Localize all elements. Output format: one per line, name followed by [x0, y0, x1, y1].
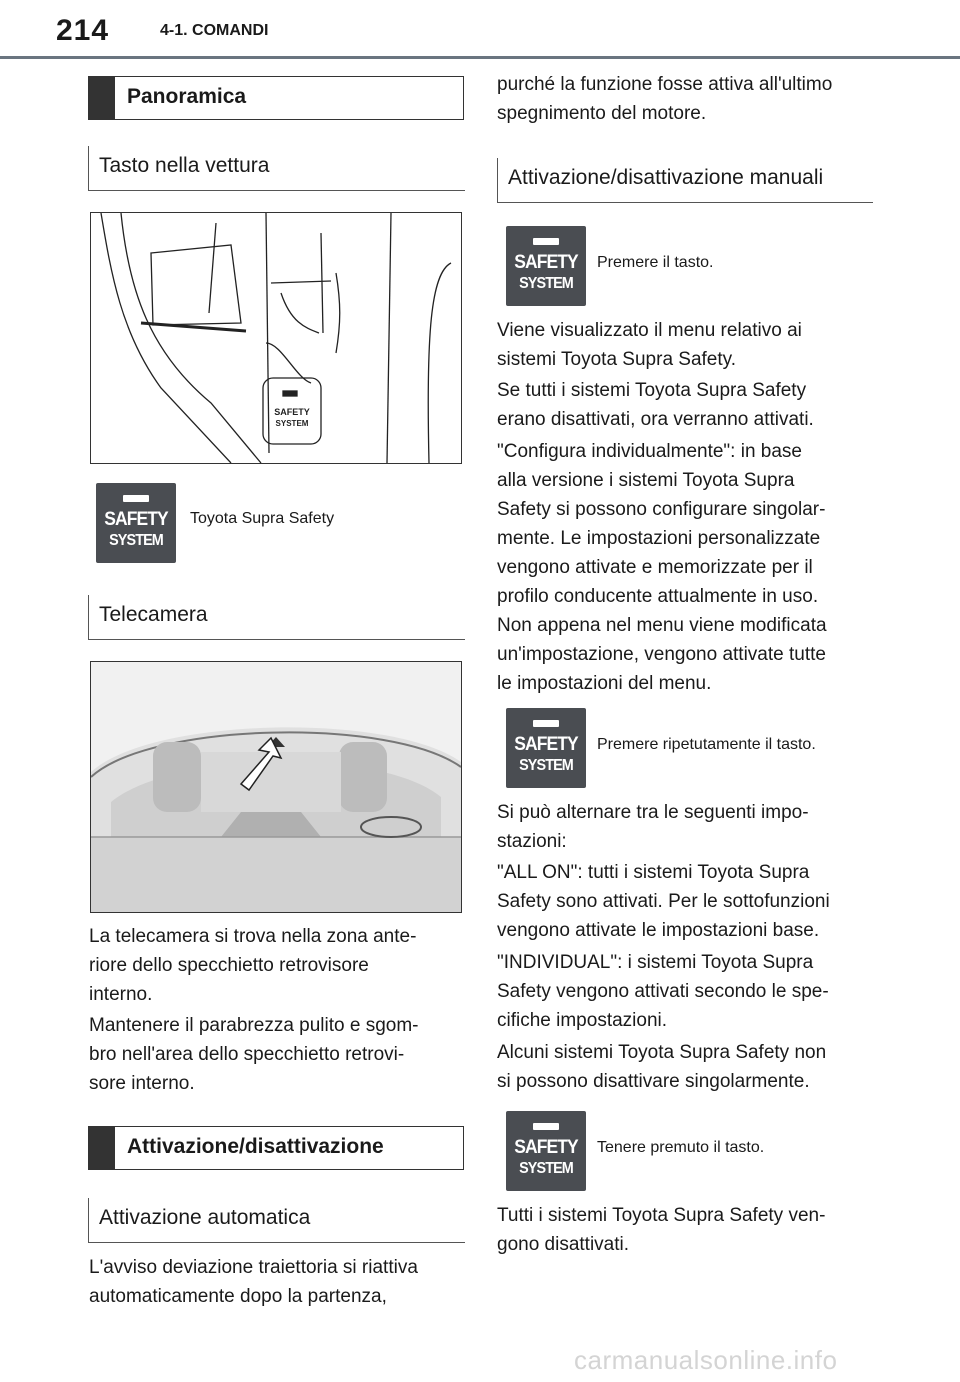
step-press-repeatedly: Premere ripetutamente il tasto. [597, 736, 816, 753]
right-paragraph-8: Tutti i sistemi Toyota Supra Safety ven- gono disattivati. [497, 1205, 826, 1255]
subheading-text: Tasto nella vettura [99, 154, 270, 177]
figure-console-button [90, 212, 462, 464]
auto-paragraph: L'avviso deviazione traiettoria si riattiva automaticamente dopo la partenza, [89, 1257, 418, 1307]
subheading-manuali [497, 158, 873, 203]
right-paragraph-2: Se tutti i sistemi Toyota Supra Safety erano disattivati, ora verranno attivati. [497, 380, 814, 430]
header-divider [0, 56, 960, 59]
subheading-text: Telecamera [99, 603, 208, 626]
chapter-title: 4-1. COMANDI [160, 22, 269, 39]
heading-bar [89, 77, 115, 119]
step-press-button: Premere il tasto. [597, 254, 714, 271]
heading-text: Panoramica [127, 85, 247, 108]
heading-text: Attivazione/disattivazione [127, 1135, 384, 1158]
figure-button-label-2: SYSTEM [275, 419, 309, 428]
icon-text-system: SYSTEM [519, 1160, 573, 1177]
icon-text-system: SYSTEM [519, 757, 573, 774]
section-heading-attivazione [88, 1126, 464, 1170]
step-hold-button: Tenere premuto il tasto. [597, 1139, 765, 1156]
subheading-telecamera [88, 595, 465, 640]
icon-text-safety: SAFETY [514, 734, 578, 755]
icon-text-system: SYSTEM [109, 532, 163, 549]
icon-text-system: SYSTEM [519, 275, 573, 292]
continued-paragraph: purché la funzione fosse attiva all'ultimo spegnimento del motore. [497, 74, 833, 124]
page-number: 214 [56, 14, 110, 47]
icon-text-safety: SAFETY [514, 252, 578, 273]
safety-system-icon [506, 708, 586, 788]
subheading-automatica [88, 1198, 465, 1243]
right-paragraph-5: "ALL ON": tutti i sistemi Toyota Supra Safety sono attivati. Per le sottofunzioni vengono attivate le impostazioni base. [497, 862, 830, 941]
right-paragraph-7: Alcuni sistemi Toyota Supra Safety non si possono disattivare singolarmente. [497, 1042, 827, 1092]
caption-toyota-safety: Toyota Supra Safety [190, 510, 335, 527]
figure-camera [90, 661, 462, 913]
safety-system-icon [506, 1111, 586, 1191]
safety-system-icon [96, 483, 176, 563]
heading-bar [89, 1127, 115, 1169]
icon-dash [533, 1123, 559, 1130]
right-paragraph-3: "Configura individualmente": in base alla versione i sistemi Toyota Supra Safety si possono configurare singolar- mente. Le impostazioni personalizzate vengono attivate e memorizzate per il profilo conducente attualmente in uso. Non appena nel menu viene modificata un'impostazione, vengono attivate tutte le impostazioni del menu. [497, 441, 827, 694]
right-paragraph-6: "INDIVIDUAL": i sistemi Toyota Supra Safety vengono attivati secondo le spe- cifiche impostazioni. [497, 952, 829, 1031]
watermark: carmanualsonline.info [574, 1345, 838, 1375]
figure-button-label-1: SAFETY [274, 407, 310, 417]
subheading-text: Attivazione automatica [99, 1206, 311, 1229]
tele-paragraph-1: La telecamera si trova nella zona ante- riore dello specchietto retrovisore interno. [89, 926, 417, 1005]
right-paragraph-4: Si può alternare tra le seguenti impo- stazioni: [497, 802, 809, 852]
safety-system-icon [506, 226, 586, 306]
icon-dash [533, 720, 559, 727]
icon-text-safety: SAFETY [104, 509, 168, 530]
icon-dash [123, 495, 149, 502]
subheading-text: Attivazione/disattivazione manuali [508, 166, 824, 189]
icon-text-safety: SAFETY [514, 1137, 578, 1158]
right-paragraph-1: Viene visualizzato il menu relativo ai sistemi Toyota Supra Safety. [497, 320, 802, 370]
subheading-tasto [88, 146, 465, 191]
section-heading-panoramica [88, 76, 464, 120]
tele-paragraph-2: Mantenere il parabrezza pulito e sgom- bro nell'area dello specchietto retrovi- sore interno. [89, 1015, 419, 1094]
icon-dash [533, 238, 559, 245]
